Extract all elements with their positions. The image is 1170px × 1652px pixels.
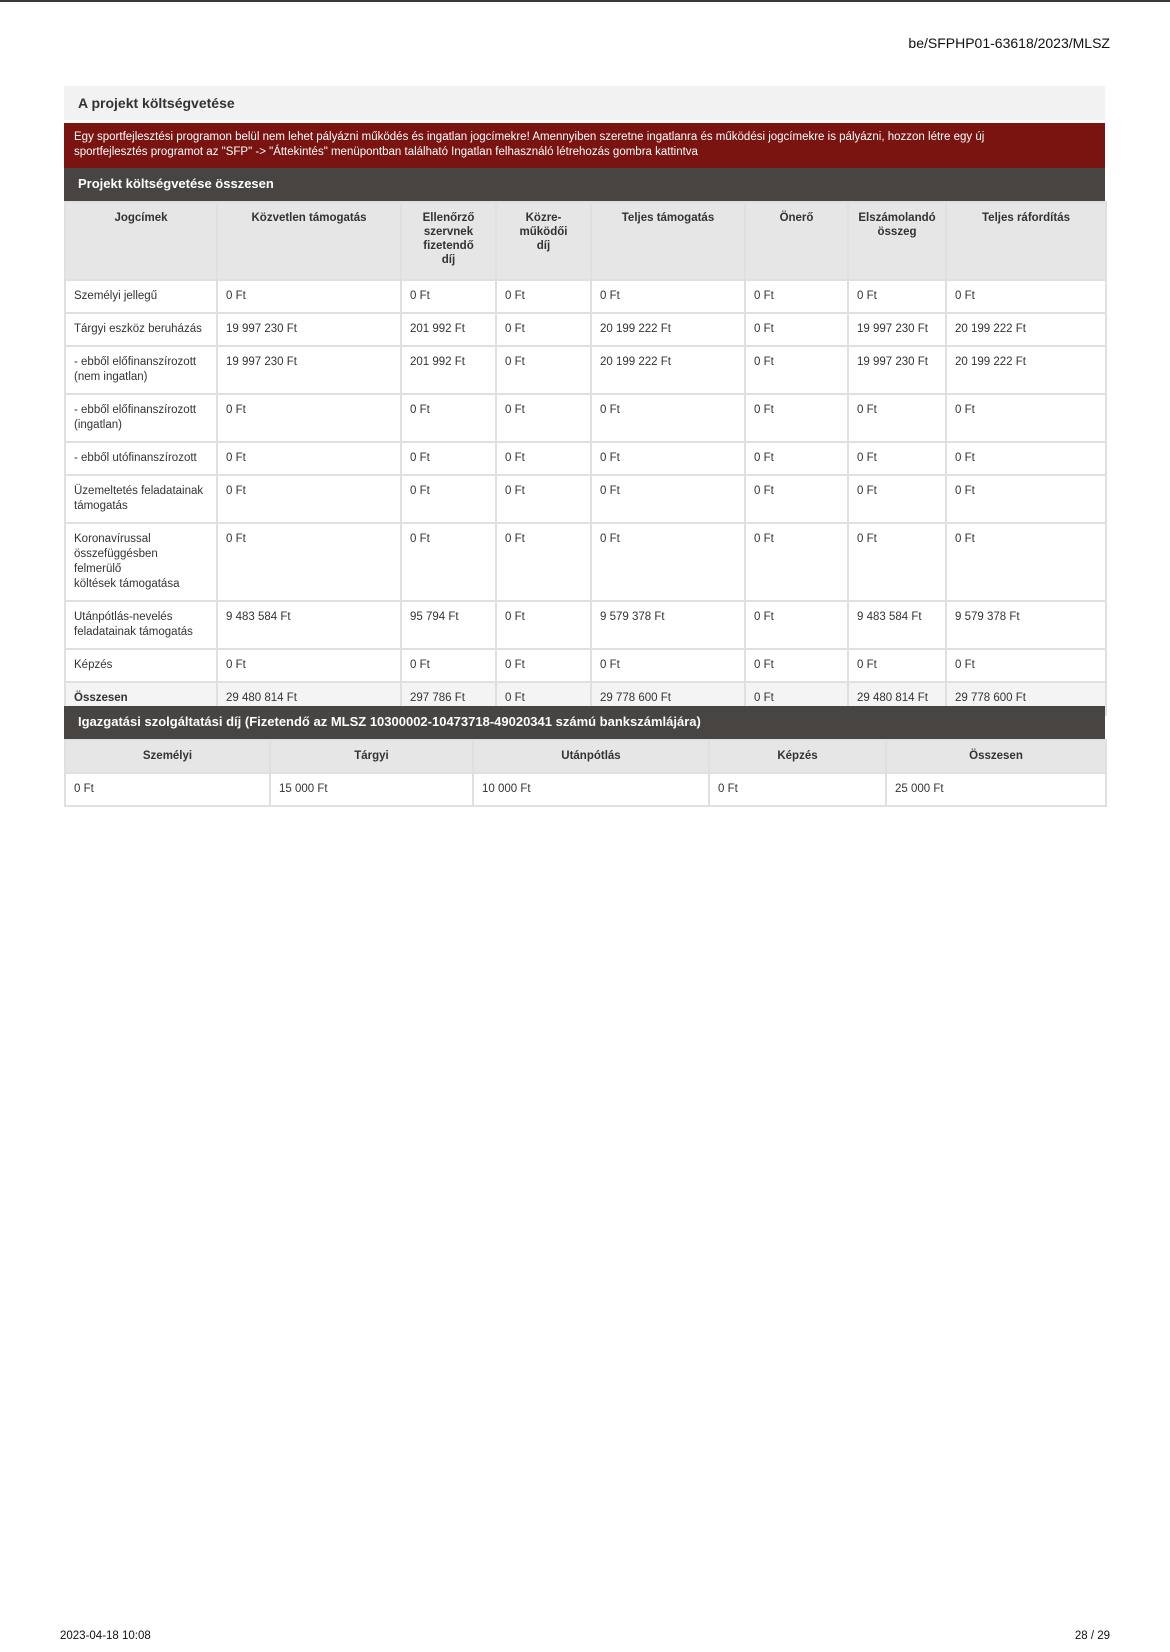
table-cell: 0 Ft [591,280,745,313]
header-teljes-tamogatas: Teljes támogatás [591,202,745,280]
table-cell: 20 199 222 Ft [946,313,1106,346]
table-cell: 9 483 584 Ft [217,601,401,649]
table-cell: 0 Ft [848,394,946,442]
header-utanpotlas: Utánpótlás [473,740,709,773]
row-label: Összesen [65,682,217,715]
table-cell: 0 Ft [217,475,401,523]
table-cell: 0 Ft [946,649,1106,682]
budget-table-title: Projekt költségvetése összesen [64,168,1105,201]
table-cell: 0 Ft [745,346,848,394]
table-cell: 0 Ft [401,280,496,313]
table-cell: 0 Ft [745,394,848,442]
table-cell: 95 794 Ft [401,601,496,649]
table-cell: 0 Ft [946,280,1106,313]
table-cell: 0 Ft [591,649,745,682]
warning-line-1: Egy sportfejlesztési programon belül nem lehet pályázni működés és ingatlan jogcímekre! Amennyiben szeretne ingatlanra és működési jogcímekre is pályázni, hozzon létre egy új [74,131,985,143]
table-cell: 201 992 Ft [401,313,496,346]
table-cell: 19 997 230 Ft [217,313,401,346]
table-cell: 0 Ft [848,280,946,313]
table-cell: 0 Ft [946,475,1106,523]
table-cell: 0 Ft [591,475,745,523]
table-row [65,442,1106,475]
row-label: Utánpótlás-nevelés feladatainak támogatás [65,601,217,649]
table-row [65,313,1106,346]
table-row [65,523,1106,601]
table-cell: 29 480 814 Ft [848,682,946,715]
table-cell: 0 Ft [745,601,848,649]
table-cell: 0 Ft [217,394,401,442]
table-cell: 0 Ft [401,394,496,442]
table-cell: 0 Ft [496,442,591,475]
table-cell: 297 786 Ft [401,682,496,715]
table-cell: 0 Ft [401,442,496,475]
row-label: Személyi jellegű [65,280,217,313]
row-label: - ebből előfinanszírozott (ingatlan) [65,394,217,442]
table-cell: 0 Ft [745,280,848,313]
header-osszesen: Összesen [886,740,1106,773]
document-reference: be/SFPHP01-63618/2023/MLSZ [908,35,1110,51]
table-row [65,773,1106,806]
footer-date: 2023-04-18 10:08 [60,1630,151,1642]
table-cell: 0 Ft [496,601,591,649]
row-label: - ebből előfinanszírozott (nem ingatlan) [65,346,217,394]
table-cell: 0 Ft [745,649,848,682]
table-cell: 0 Ft [496,523,591,601]
table-cell: 20 199 222 Ft [946,346,1106,394]
budget-table [64,201,1107,716]
budget-header-row [65,202,1106,280]
table-cell: 9 579 378 Ft [591,601,745,649]
table-cell: 0 Ft [401,523,496,601]
header-jogcimek: Jogcímek [65,202,217,280]
fee-header-row [65,740,1106,773]
section-title: A projekt költségvetése [64,86,1105,120]
header-targyi: Tárgyi [270,740,473,773]
table-cell: 0 Ft [745,442,848,475]
table-cell: 29 480 814 Ft [217,682,401,715]
table-cell: 0 Ft [946,523,1106,601]
table-cell: 9 579 378 Ft [946,601,1106,649]
table-cell: 0 Ft [65,773,270,806]
table-cell: 0 Ft [848,442,946,475]
table-cell: 0 Ft [217,280,401,313]
table-cell: 0 Ft [709,773,886,806]
table-cell: 0 Ft [496,394,591,442]
table-cell: 0 Ft [217,523,401,601]
table-row [65,649,1106,682]
row-label: Képzés [65,649,217,682]
header-kozremukodoi-dij: Közre- működői díj [496,202,591,280]
table-cell: 0 Ft [745,313,848,346]
table-cell: 0 Ft [946,394,1106,442]
warning-banner [64,123,1105,168]
table-cell: 29 778 600 Ft [591,682,745,715]
row-label: Üzemeltetés feladatainak támogatás [65,475,217,523]
header-kepzes: Képzés [709,740,886,773]
table-cell: 0 Ft [496,682,591,715]
table-cell: 20 199 222 Ft [591,313,745,346]
table-cell: 19 997 230 Ft [848,313,946,346]
row-label: Koronavírussal összefüggésben felmerülő költések támogatása [65,523,217,601]
table-cell: 0 Ft [848,475,946,523]
table-cell: 19 997 230 Ft [848,346,946,394]
header-oneros: Önerő [745,202,848,280]
table-cell: 0 Ft [217,442,401,475]
table-cell: 0 Ft [745,682,848,715]
header-elszamolando-osszeg: Elszámolandó összeg [848,202,946,280]
table-cell: 0 Ft [496,346,591,394]
table-row [65,280,1106,313]
footer-page-number: 28 / 29 [1074,1630,1110,1642]
header-szemelyi: Személyi [65,740,270,773]
table-row [65,394,1106,442]
table-cell: 19 997 230 Ft [217,346,401,394]
table-cell: 0 Ft [946,442,1106,475]
table-cell: 0 Ft [217,649,401,682]
table-cell: 0 Ft [496,313,591,346]
row-label: - ebből utófinanszírozott [65,442,217,475]
table-cell: 9 483 584 Ft [848,601,946,649]
table-cell: 25 000 Ft [886,773,1106,806]
table-row [65,346,1106,394]
table-cell: 0 Ft [496,649,591,682]
top-border [0,0,1170,2]
table-cell: 0 Ft [496,475,591,523]
table-cell: 0 Ft [848,649,946,682]
table-cell: 0 Ft [401,649,496,682]
table-cell: 0 Ft [745,475,848,523]
table-cell: 0 Ft [401,475,496,523]
header-ellenorzo-dij: Ellenőrző szervnek fizetendő díj [401,202,496,280]
fee-table-title: Igazgatási szolgáltatási díj (Fizetendő az MLSZ 10300002-10473718-49020341 számú bankszámlájára) [64,706,1105,739]
fee-table [64,739,1107,807]
table-row [65,475,1106,523]
row-label: Tárgyi eszköz beruházás [65,313,217,346]
table-cell: 0 Ft [745,523,848,601]
table-cell: 0 Ft [496,280,591,313]
table-cell: 0 Ft [591,523,745,601]
table-cell: 201 992 Ft [401,346,496,394]
table-cell: 0 Ft [591,442,745,475]
warning-line-2: sportfejlesztés programot az "SFP" -> "Áttekintés" menüpontban található Ingatlan felhasználó létrehozás gombra kattintva [74,146,698,158]
header-teljes-raforditas: Teljes ráfordítás [946,202,1106,280]
header-kozvetlen-tamogatas: Közvetlen támogatás [217,202,401,280]
table-cell: 29 778 600 Ft [946,682,1106,715]
table-cell: 10 000 Ft [473,773,709,806]
table-row [65,601,1106,649]
table-cell: 0 Ft [591,394,745,442]
table-cell: 20 199 222 Ft [591,346,745,394]
table-cell: 0 Ft [848,523,946,601]
table-cell: 15 000 Ft [270,773,473,806]
